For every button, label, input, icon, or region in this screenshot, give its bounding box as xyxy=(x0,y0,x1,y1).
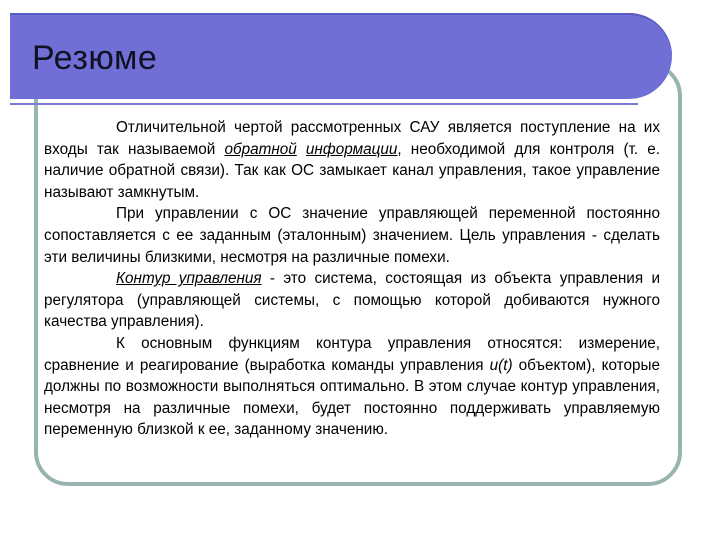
body-text xyxy=(44,117,660,441)
paragraph-text: К основным функциям контура управления относятся: измерение, сравнение и реагирование (выработка команды управления xyxy=(44,334,660,374)
symbol-ut: u(t) xyxy=(489,356,513,374)
paragraph-functions xyxy=(44,333,660,441)
term-feedback: обратной xyxy=(224,140,297,158)
header-divider xyxy=(10,103,638,105)
paragraph-text: объектом), которые должны по возможности выполняться оптимально. В этом случае контур управления, несмотря на различные помехи, будет постоянно поддерживать управляемую переменную близкой к ее, заданному значению. xyxy=(44,356,660,439)
paragraph-text: - это система, состоящая из объекта управления и регулятора (управляющей системы, с помощью которой добиваются нужного качества управления). xyxy=(44,270,660,331)
paragraph-text xyxy=(297,141,306,158)
term-control-loop: Контур управления xyxy=(116,270,262,288)
term-information: информации xyxy=(305,140,398,158)
slide-title: Резюме xyxy=(32,39,158,77)
paragraph-text: , необходимой для контроля (т. е. наличие обратной связи). Так как ОС замыкает канал управления, такое управление называют замкнутым. xyxy=(44,140,660,201)
header-band xyxy=(10,13,672,99)
paragraph-text: Отличительной чертой рассмотренных САУ является поступление на их входы так называемой xyxy=(44,119,660,158)
paragraph-control: При управлении с ОС значение управляющей переменной постоянно сопоставляется с ее заданным (эталонным) значением. Цель управления - сделать эти величины близкими, несмотря на различные помехи. xyxy=(44,205,660,266)
paragraph-control-loop xyxy=(44,268,660,333)
paragraph-feedback xyxy=(44,117,660,203)
